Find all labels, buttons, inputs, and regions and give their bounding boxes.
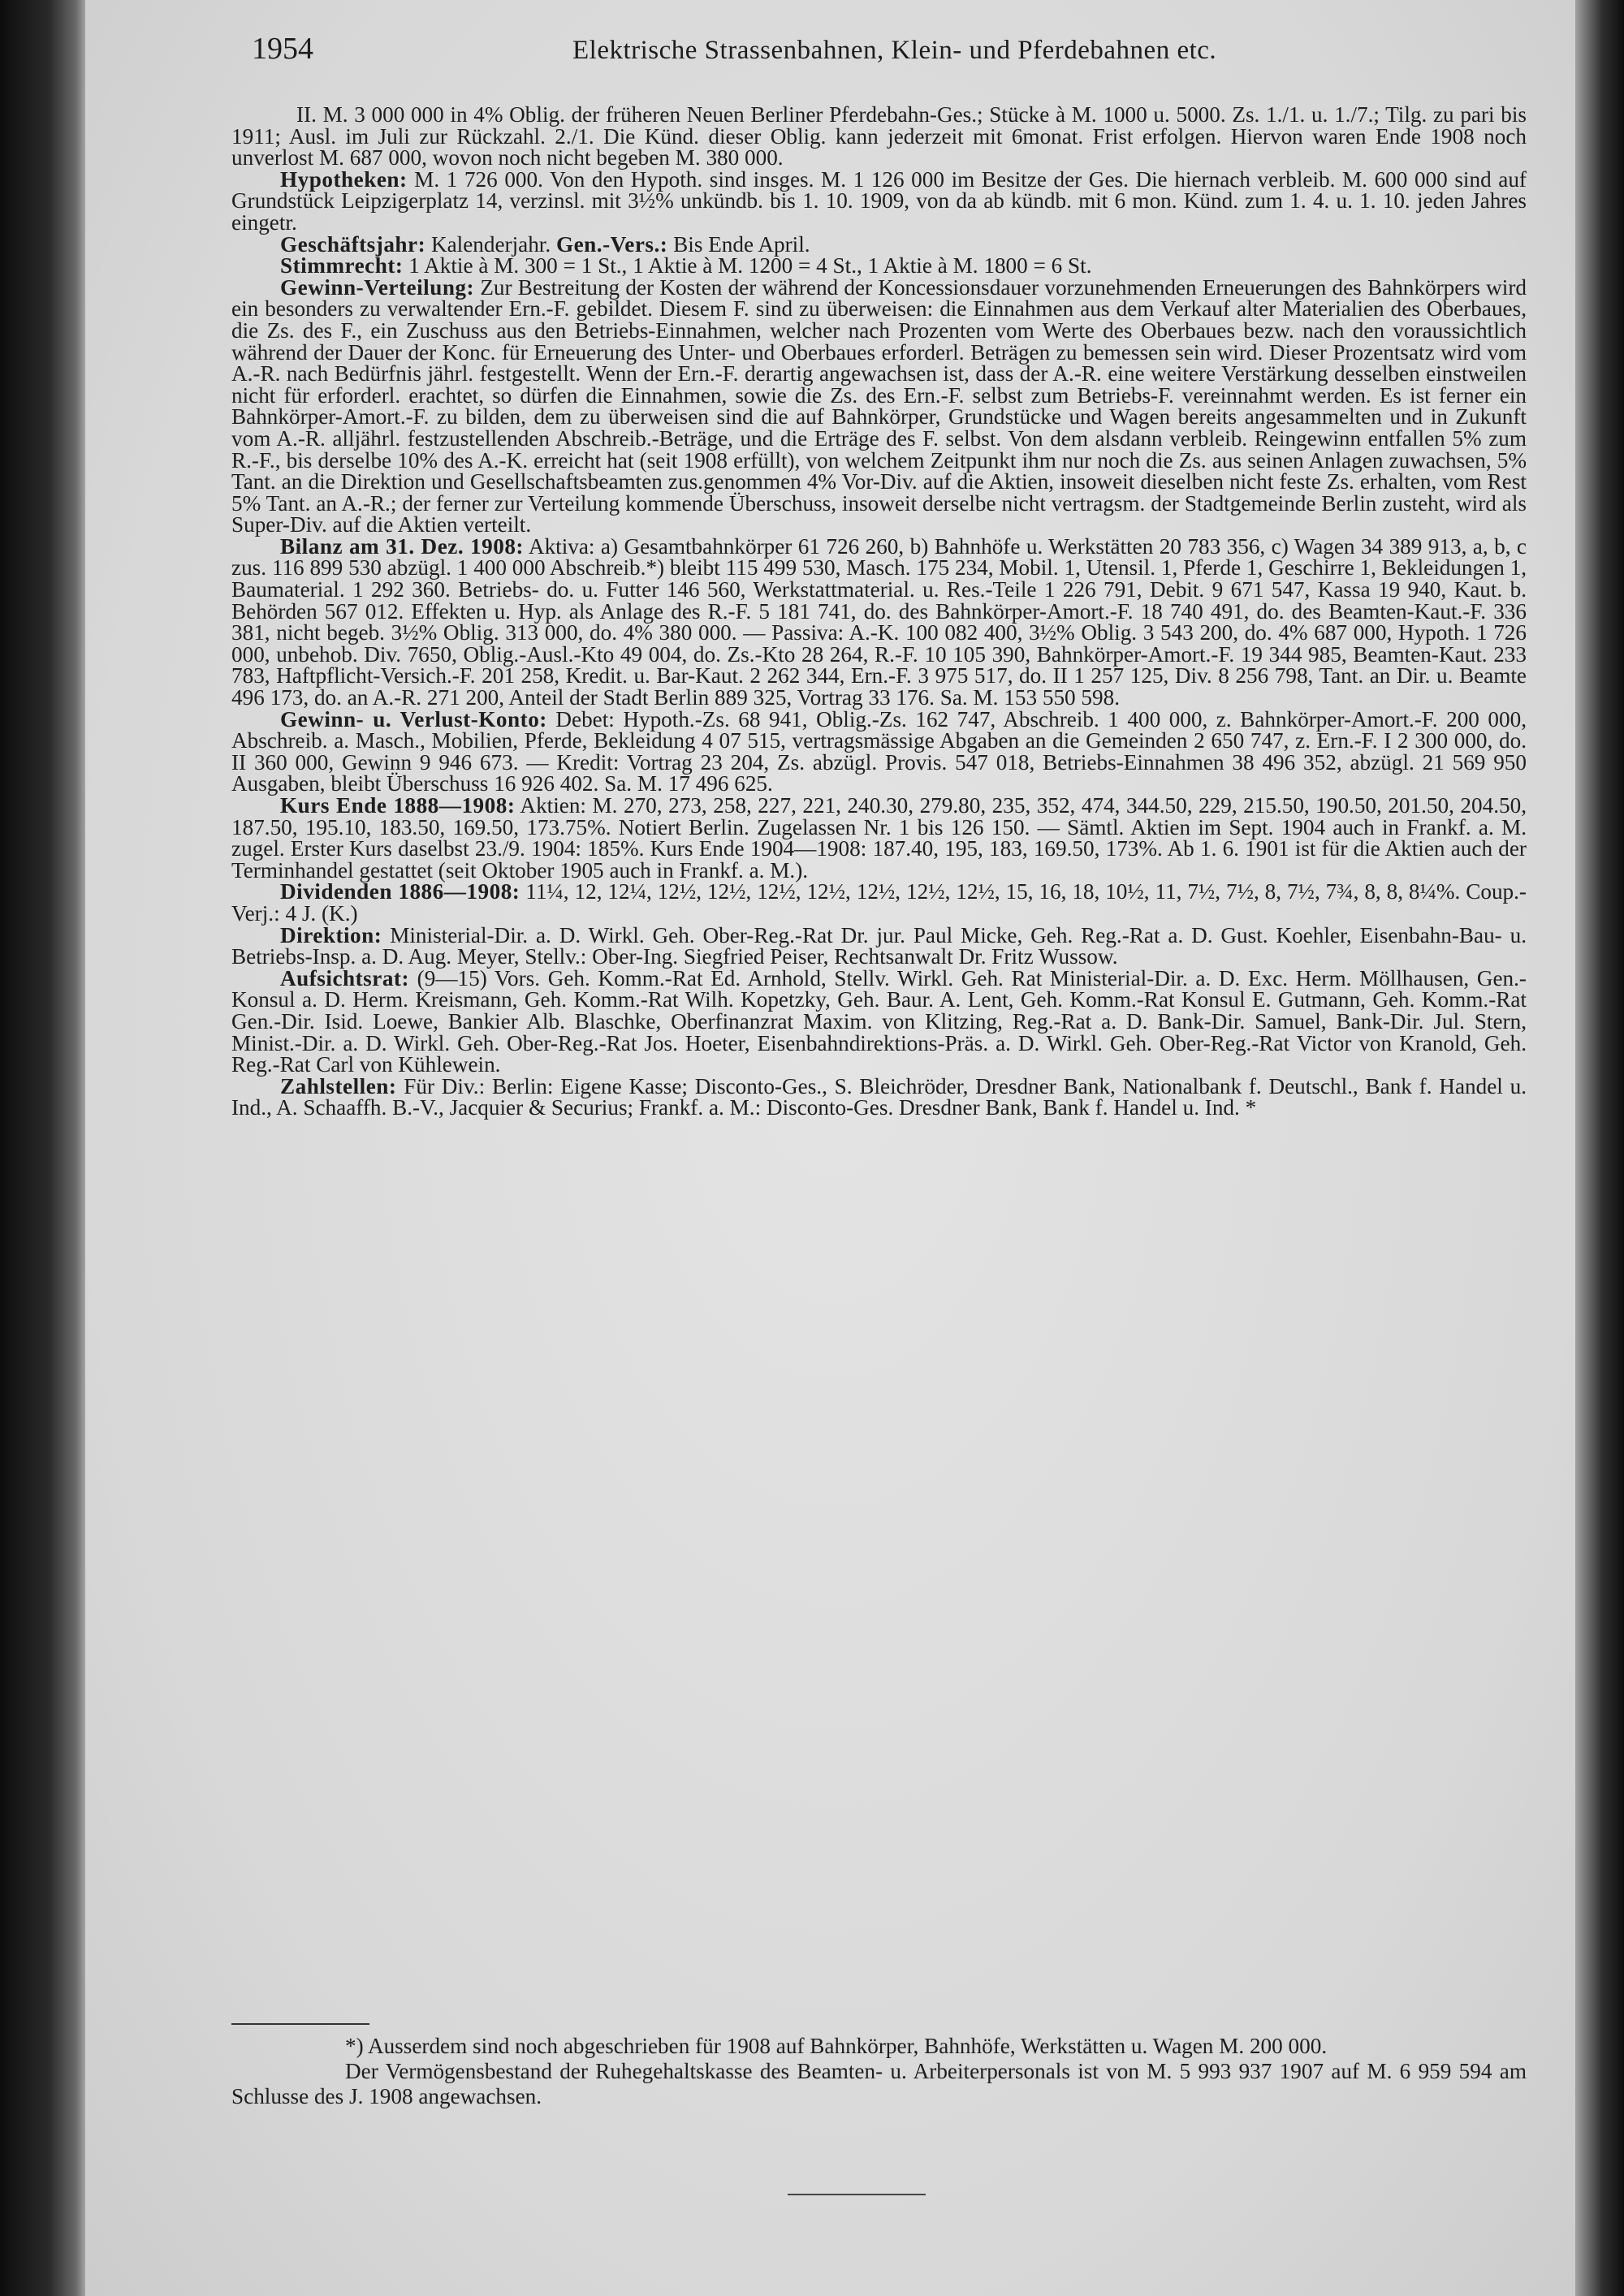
- heading-bilanz: Bilanz am 31. Dez. 1908:: [280, 533, 524, 559]
- footnote-rule: [231, 2023, 369, 2025]
- scan-edge-right: [1575, 0, 1624, 2296]
- heading-aufsichtsrat: Aufsichtsrat:: [280, 965, 410, 990]
- heading-stimmrecht: Stimmrecht:: [280, 253, 404, 278]
- footnote-ruhegehaltskasse: Der Vermögensbestand der Ruhegehaltskasse des Beamten- u. Arbeiterpersonals ist von M. 5 993 937 1907 auf M. 6 959 594 am Schlusse des J. 1908 angewachsen.: [231, 2059, 1527, 2108]
- page-header: [166, 31, 1539, 80]
- section-direktion: [231, 922, 1527, 969]
- text-geschaeftsjahr: Kalenderjahr.: [425, 231, 556, 257]
- heading-zahlstellen: Zahlstellen:: [280, 1073, 397, 1098]
- footnote-asterisk: *) Ausserdem sind noch abgeschrieben für 1908 auf Bahnkörper, Bahnhöfe, Werkstätten u. Wagen M. 200 000.: [345, 2034, 1328, 2058]
- heading-gewinn-verlust: Gewinn- u. Verlust-Konto:: [280, 706, 547, 732]
- heading-kurs: Kurs Ende 1888—1908:: [280, 793, 516, 818]
- section-hypotheken: [231, 166, 1527, 235]
- section-zahlstellen: [231, 1073, 1527, 1120]
- heading-hypotheken: Hypotheken:: [280, 166, 408, 192]
- text-stimmrecht: 1 Aktie à M. 300 = 1 St., 1 Aktie à M. 1200 = 4 St., 1 Aktie à M. 1800 = 6 St.: [403, 253, 1092, 278]
- text-aufsichtsrat: (9—15) Vors. Geh. Komm.-Rat Ed. Arnhold, Stellv. Wirkl. Geh. Rat Ministerial-Dir. a. D. Exc. Herm. Möllhausen, Gen.-Konsul a. D. Herm. Kreismann, Geh. Komm.-Rat Wilh. Kopetzky, Geh. Baur. A. Lent, Geh. Komm.-Rat Konsul E. Gutmann, Geh. Komm.-Rat Gen.-Dir. Isid. Loewe, Bankier Alb. Blaschke, Oberfinanzrat Maxim. von Klitzing, Reg.-Rat a. D. Bank-Dir. Samuel, Bank-Dir. Jul. Stern, Minist.-Dir. a. D. Wirkl. Geh. Ober-Reg.-Rat Jos. Hoeter, Eisenbahndirektions-Präs. a. D. Wirkl. Geh. Ober-Reg.-Rat Victor von Kranold, Geh. Reg.-Rat Carl von Kühlewein.: [231, 965, 1527, 1077]
- scan-edge-left: [0, 0, 89, 2296]
- page-body: [231, 104, 1527, 1119]
- heading-direktion: Direktion:: [280, 922, 382, 947]
- text-dividenden: 11¼, 12, 12¼, 12½, 12½, 12½, 12½, 12½, 12½, 12½, 15, 16, 18, 10½, 11, 7½, 7½, 8, 7½, 7¾, 8, 8, 8¼%. Coup.-Verj.: 4 J. (K.): [231, 879, 1527, 926]
- text-gewinn-verlust: Debet: Hypoth.-Zs. 68 941, Oblig.-Zs. 162 747, Abschreib. 1 400 000, z. Bahnkörper-Amort.-F. 200 000, Abschreib. a. Masch., Mobilien, Pferde, Bekleidung 4 07 515, vertragsmässige Abgaben an die Gemeinden 2 650 747, z. Ern.-F. I 2 300 000, do. II 360 000, Gewinn 9 946 673. — Kredit: Vortrag 23 204, Zs. abzügl. Provis. 547 018, Betriebs-Einnahmen 38 496 352, abzügl. 21 569 950 Ausgaben, bleibt Überschuss 16 926 402. Sa. M. 17 496 625.: [231, 706, 1527, 796]
- end-rule: [788, 2194, 926, 2195]
- text-direktion: Ministerial-Dir. a. D. Wirkl. Geh. Ober-Reg.-Rat Dr. jur. Paul Micke, Geh. Reg.-Rat a. D. Gust. Koehler, Eisenbahn-Bau- u. Betriebs-Insp. a. D. Aug. Meyer, Stellv.: Ober-Ing. Siegfried Peiser, Rechtsanwalt Dr. Fritz Wussow.: [231, 922, 1527, 969]
- section-stimmrecht: [231, 255, 1527, 277]
- text-kurs: Aktien: M. 270, 273, 258, 227, 221, 240.30, 279.80, 235, 352, 474, 344.50, 229, 215.50, 190.50, 201.50, 204.50, 187.50, 195.10, 183.50, 169.50, 173.75%. Notiert Berlin. Zugelassen Nr. 1 bis 126 150. — Sämtl. Aktien im Sept. 1904 auch in Frankf. a. M. zugel. Erster Kurs daselbst 23./9. 1904: 185%. Kurs Ende 1904—1908: 187.40, 195, 183, 169.50, 173%. Ab 1. 6. 1901 ist für die Aktien auch der Terminhandel gestattet (seit Oktober 1905 auch in Frankf. a. M.).: [231, 793, 1527, 883]
- text-zahlstellen: Für Div.: Berlin: Eigene Kasse; Disconto-Ges., S. Bleichröder, Dresdner Bank, Nationalbank f. Deutschl., Bank f. Handel u. Ind., A. Schaaffh. B.-V., Jacquier & Securius; Frankf. a. M.: Disconto-Ges. Dresdner Bank, Bank f. Handel u. Ind. *: [231, 1073, 1527, 1120]
- text-hypotheken: M. 1 726 000. Von den Hypoth. sind insges. M. 1 126 000 im Besitze der Ges. Die hiernach verbleib. M. 600 000 sind auf Grundstück Leipzigerplatz 14, verzinsl. mit 3½% unkündb. bis 1. 10. 1909, von da ab kündb. mit 6 mon. Künd. zum 1. 4. u. 1. 10. jeden Jahres eingetr.: [231, 166, 1527, 235]
- heading-gen-vers: Gen.-Vers.:: [555, 231, 668, 257]
- heading-dividenden: Dividenden 1886—1908:: [280, 879, 520, 904]
- page-number: 1954: [252, 32, 313, 66]
- text-bilanz: Aktiva: a) Gesamtbahnkörper 61 726 260, b) Bahnhöfe u. Werkstätten 20 783 356, c) Wagen 34 389 913, a, b, c zus. 116 899 530 abzügl. 1 400 000 Abschreib.*) bleibt 115 499 530, Masch. 175 234, Mobil. 1, Utensil. 1, Pferde 1, Geschirre 1, Bekleidungen 1, Baumaterial. 1 292 360. Betriebs- do. u. Futter 146 560, Werkstattmaterial. u. Res.-Teile 1 226 791, Debit. 9 671 547, Kassa 19 940, Kaut. b. Behörden 567 012. Effekten u. Hyp. als Anlage des R.-F. 5 181 741, do. des Bahnkörper-Amort.-F. 18 740 491, do. des Beamten-Kaut.-F. 336 381, nicht begeb. 3½% Oblig. 313 000, do. 4% 380 000. — Passiva: A.-K. 100 082 400, 3½% Oblig. 3 543 200, do. 4% 687 000, Hypoth. 1 726 000, unbehob. Div. 7650, Oblig.-Ausl.-Kto 49 004, do. Zs.-Kto 28 264, R.-F. 10 105 390, Bahnkörper-Amort.-F. 19 344 985, Beamten-Kaut. 233 783, Haftpflicht-Versich.-F. 201 258, Kredit. u. Bar-Kaut. 2 262 344, Ern.-F. 3 975 517, do. II 1 257 125, Div. 8 256 798, Tant. an Dir. u. Beamte 496 173, do. an A.-R. 271 200, Anteil der Stadt Berlin 889 325, Vortrag 33 176. Sa. M. 153 550 598.: [231, 533, 1527, 710]
- text-gen-vers: Bis Ende April.: [667, 231, 810, 257]
- paragraph-obligationen: II. M. 3 000 000 in 4% Oblig. der früheren Neuen Berliner Pferdebahn-Ges.; Stücke à M. 1000 u. 5000. Zs. 1./1. u. 1./7.; Tilg. zu pari bis 1911; Ausl. im Juli zur Rückzahl. 2./1. Die Künd. dieser Oblig. kann jederzeit mit 6monat. Frist erfolgen. Hiervon waren Ende 1908 noch unverlost M. 687 000, wovon noch nicht begeben M. 380 000.: [231, 102, 1527, 170]
- section-aufsichtsrat: [231, 965, 1527, 1077]
- section-geschaeftsjahr: [231, 231, 1527, 257]
- section-gewinn-verlust: [231, 706, 1527, 796]
- footnotes: [231, 2034, 1527, 2109]
- section-dividenden: [231, 881, 1527, 924]
- section-gewinn-verteilung: [231, 274, 1527, 537]
- heading-gewinn-verteilung: Gewinn-Verteilung:: [280, 274, 475, 300]
- text-gewinn-verteilung: Zur Bestreitung der Kosten der während der Koncessionsdauer vorzunehmenden Erneuerungen des Bahnkörpers wird ein besonders zu verwaltender Ern.-F. gebildet. Diesem F. sind zu überweisen: die Einnahmen aus dem Verkauf alter Materialien des Oberbaues, die Zs. des F., ein Zuschuss aus den Betriebs-Einnahmen, welcher nach Prozenten vom Werte des Oberbaues bezw. nach den voraussichtlich während der Dauer der Konc. für Erneuerung des Unter- und Oberbaues erforderl. Beträgen zu bemessen sein wird. Dieser Prozentsatz wird vom A.-R. nach Bedürfnis jährl. festgestellt. Wenn der Ern.-F. derartig angewachsen ist, dass der A.-R. eine weitere Verstärkung desselben einstweilen nicht für erforderl. erachtet, so dürfen die Einnahmen, sowie die Zs. des Ern.-F. selbst zum Betriebs-F. vereinnahmt werden. Es ist ferner ein Bahnkörper-Amort.-F. zu bilden, dem zu überweisen sind die auf Bahnkörper, Grundstücke und Wagen bereits angesammelten und in Zukunft vom A.-R. alljährl. festzustellenden Abschreib.-Beträge, und die Erträge des F. selbst. Von dem alsdann verbleib. Reingewinn entfallen 5% zum R.-F., bis derselbe 10% des A.-K. erreicht hat (seit 1908 erfüllt), von welchem Zeitpunkt ihm nur noch die Zs. aus seinen Anlagen zuwachsen, 5% Tant. an die Direktion und Gesellschaftsbeamten zus.genommen 4% Vor-Div. auf die Aktien, insoweit dieselben nicht feste Zs. erhalten, vom Rest 5% Tant. an A.-R.; der ferner zur Verteilung kommende Überschuss, insoweit derselbe nicht vertragsm. der Stadtgemeinde Berlin zusteht, wird als Super-Div. auf die Aktien verteilt.: [231, 274, 1527, 537]
- running-head: Elektrische Strassenbahnen, Klein- und Pferdebahnen etc.: [572, 36, 1217, 65]
- section-kurs: [231, 795, 1527, 881]
- section-bilanz: [231, 533, 1527, 710]
- heading-geschaeftsjahr: Geschäftsjahr:: [280, 231, 426, 257]
